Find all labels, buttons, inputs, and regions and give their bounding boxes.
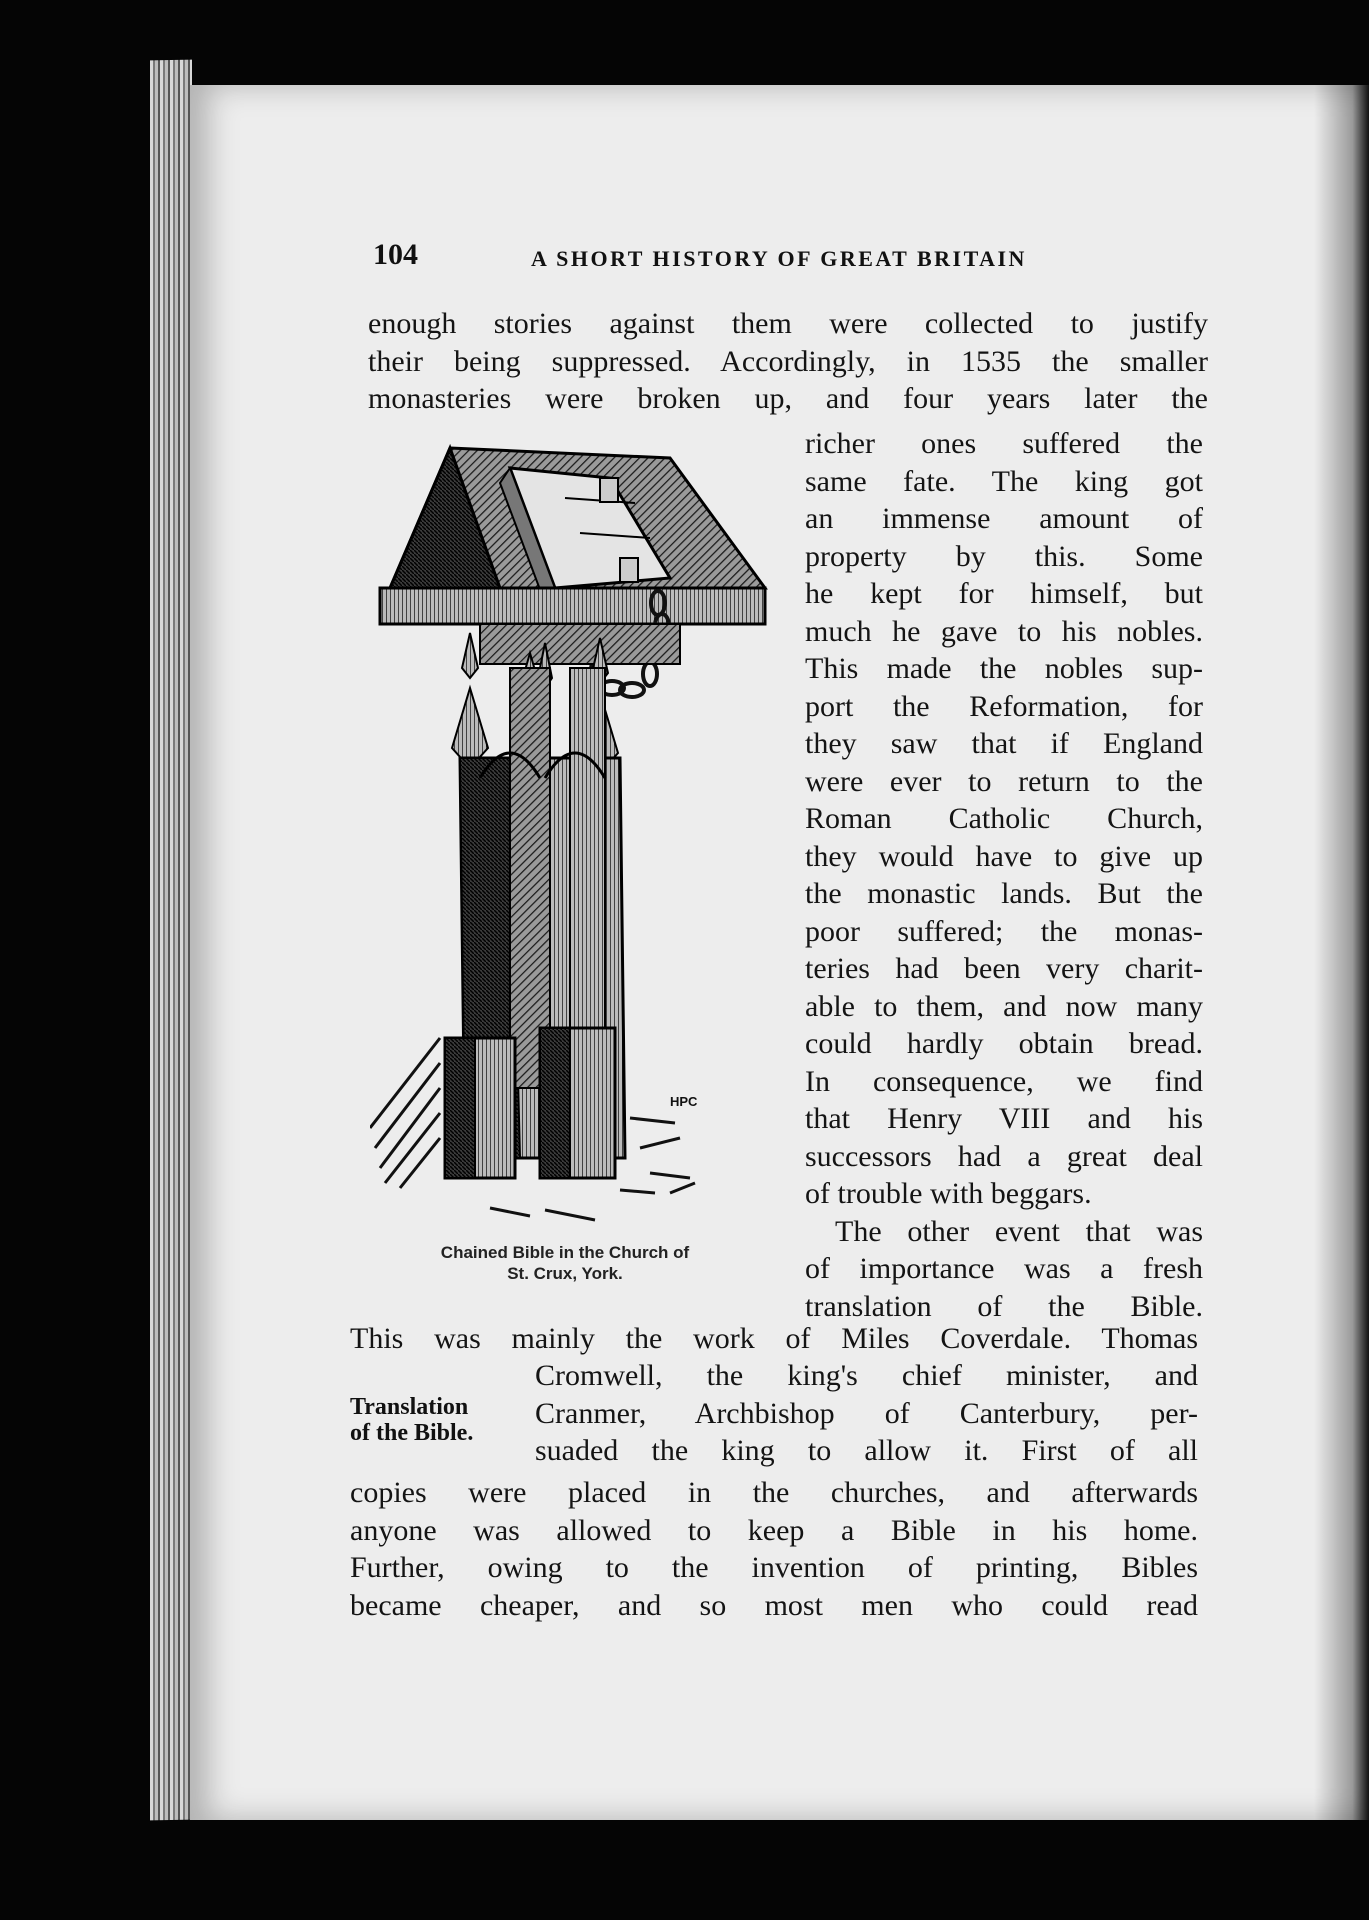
text-line: Roman Catholic Church, [805, 802, 1203, 835]
margin-note [350, 1394, 490, 1446]
text-line: they saw that if England [805, 727, 1203, 760]
text-line: of trouble with beggars. [805, 1177, 1092, 1210]
figure-caption [400, 1242, 730, 1284]
text-line: port the Reformation, for [805, 689, 1203, 723]
paragraph-2-full-width [350, 1474, 1198, 1624]
text-line: the monastic lands. But the [805, 877, 1203, 910]
book-page-edges [150, 60, 192, 1821]
text-line: he kept for himself, but [805, 577, 1203, 610]
text-line: Cranmer, Archbishop of Canterbury, per- [535, 1396, 1198, 1430]
text-line: monasteries were broken up, and four years later the [368, 382, 1208, 415]
text-line: translation of the Bible. [805, 1289, 1203, 1323]
margin-note-line: Translation [350, 1394, 469, 1420]
chained-bible-illustration [370, 438, 770, 1228]
text-line: that Henry VIII and his [805, 1102, 1203, 1135]
text-line: they would have to give up [805, 839, 1203, 873]
text-line: The other event that was [835, 1214, 1203, 1248]
page-header [373, 238, 1218, 278]
text-line: became cheaper, and so most men who could read [350, 1588, 1198, 1622]
text-line: able to them, and now many [805, 989, 1203, 1023]
caption-line: St. Crux, York. [507, 1264, 623, 1283]
text-line: their being suppressed. Accordingly, in 1535 the smaller [368, 344, 1208, 378]
page-number: 104 [373, 238, 418, 271]
text-line: same fate. The king got [805, 464, 1203, 498]
text-line: enough stories against them were collected to justify [368, 307, 1208, 340]
text-line: suaded the king to allow it. First of all [535, 1434, 1198, 1467]
paragraph-1-full-width [368, 305, 1208, 418]
text-line: were ever to return to the [805, 764, 1203, 798]
margin-note-line: of the Bible. [350, 1420, 474, 1446]
text-line: Cromwell, the king's chief minister, and [535, 1359, 1198, 1392]
paragraph-2-first-line [350, 1320, 1198, 1358]
text-line: an immense amount of [805, 502, 1203, 535]
text-line: This was mainly the work of Miles Coverdale. Thomas [350, 1322, 1198, 1355]
text-line: poor suffered; the monas- [805, 914, 1203, 948]
text-line: anyone was allowed to keep a Bible in his home. [350, 1513, 1198, 1547]
text-line: copies were placed in the churches, and afterwards [350, 1476, 1198, 1509]
text-line: In consequence, we find [805, 1064, 1203, 1098]
text-line: richer ones suffered the [805, 427, 1203, 460]
paragraph-2-indented [535, 1357, 1198, 1470]
text-line: much he gave to his nobles. [805, 614, 1203, 648]
text-line: of importance was a fresh [805, 1252, 1203, 1285]
caption-line: Chained Bible in the Church of [440, 1243, 690, 1262]
illustrator-signature: HPC [670, 1094, 698, 1109]
text-line: teries had been very charit- [805, 952, 1203, 985]
paragraph-1-beside-illustration [805, 425, 1203, 1325]
text-line: property by this. Some [805, 539, 1203, 573]
page-gutter-shadow [1314, 85, 1369, 1820]
text-line: Further, owing to the invention of printing, Bibles [350, 1551, 1198, 1584]
text-line: successors had a great deal [805, 1139, 1203, 1173]
running-title: A SHORT HISTORY OF GREAT BRITAIN [531, 246, 1027, 271]
text-line: could hardly obtain bread. [805, 1027, 1203, 1060]
text-line: This made the nobles sup- [805, 652, 1203, 685]
